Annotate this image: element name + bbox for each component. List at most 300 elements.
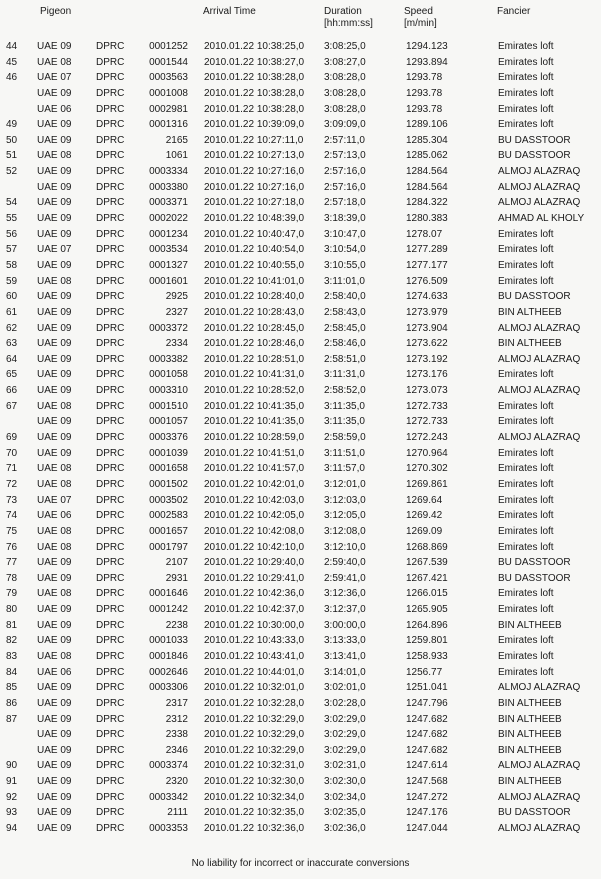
- arrival-time-cell: 2010.01.22 10:27:16,0: [204, 166, 305, 178]
- fancier-cell: Emirates loft: [498, 259, 554, 271]
- fancier-cell: ALMOJ ALAZRAQ: [498, 181, 581, 193]
- table-row: [0, 86, 601, 102]
- table-row: [0, 195, 601, 211]
- country-cell: UAE 09: [37, 322, 72, 334]
- ring-cell: DPRC: [96, 385, 125, 397]
- fancier-cell: Emirates loft: [498, 604, 554, 616]
- duration-cell: 3:11:51,0: [324, 447, 365, 459]
- ring-cell: DPRC: [96, 604, 125, 616]
- arrival-time-cell: 2010.01.22 10:41:31,0: [204, 369, 305, 381]
- ring-cell: DPRC: [96, 635, 125, 647]
- table-row: [0, 336, 601, 352]
- country-cell: UAE 09: [37, 41, 72, 52]
- fancier-cell: BIN ALTHEEB: [498, 713, 562, 725]
- speed-cell: 1284.564: [406, 166, 448, 178]
- country-cell: UAE 06: [37, 666, 72, 678]
- speed-cell: 1293.78: [406, 103, 443, 115]
- rank-cell: 79: [6, 588, 18, 600]
- table-row: [0, 586, 601, 602]
- fancier-cell: Emirates loft: [498, 447, 554, 459]
- fancier-cell: Emirates loft: [498, 41, 554, 52]
- arrival-time-cell: 2010.01.22 10:27:13,0: [204, 150, 305, 162]
- country-cell: UAE 09: [37, 119, 72, 131]
- ring-number-cell: 0003563: [149, 72, 188, 84]
- ring-cell: DPRC: [96, 306, 125, 318]
- ring-cell: DPRC: [96, 119, 125, 131]
- ring-cell: DPRC: [96, 197, 125, 209]
- table-row: [0, 383, 601, 399]
- rank-cell: 72: [6, 478, 18, 490]
- rank-cell: 86: [6, 697, 18, 709]
- country-cell: UAE 08: [37, 588, 72, 600]
- duration-cell: 2:57:18,0: [324, 197, 366, 209]
- speed-cell: 1277.289: [406, 244, 448, 256]
- duration-cell: 2:58:52,0: [324, 385, 366, 397]
- rank-cell: 81: [6, 619, 18, 631]
- duration-cell: 2:58:51,0: [324, 353, 366, 365]
- arrival-time-cell: 2010.01.22 10:42:05,0: [204, 510, 305, 522]
- duration-cell: 3:10:54,0: [324, 244, 366, 256]
- table-row: [0, 633, 601, 649]
- ring-number-cell: 0003306: [149, 682, 188, 694]
- rank-cell: 80: [6, 604, 18, 616]
- duration-cell: 3:02:29,0: [324, 744, 366, 756]
- ring-number-cell: 0001033: [149, 635, 188, 647]
- speed-cell: 1293.78: [406, 72, 443, 84]
- ring-number-cell: 2111: [167, 807, 188, 819]
- rank-cell: 87: [6, 713, 18, 725]
- table-row: [0, 461, 601, 477]
- ring-number-cell: 0003374: [149, 760, 188, 772]
- ring-number-cell: 0003382: [149, 353, 188, 365]
- fancier-cell: BIN ALTHEEB: [498, 744, 562, 756]
- fancier-cell: Emirates loft: [498, 369, 554, 381]
- speed-cell: 1247.682: [406, 713, 448, 725]
- duration-cell: 3:08:27,0: [324, 56, 366, 68]
- table-row: [0, 477, 601, 493]
- duration-cell: 3:13:33,0: [324, 635, 366, 647]
- speed-cell: 1285.062: [406, 150, 448, 162]
- fancier-cell: Emirates loft: [498, 525, 554, 537]
- ring-number-cell: 2317: [165, 697, 188, 709]
- table-row: [0, 712, 601, 728]
- speed-cell: 1289.106: [406, 119, 448, 131]
- fancier-cell: BU DASSTOOR: [498, 134, 571, 146]
- country-cell: UAE 09: [37, 353, 72, 365]
- fancier-cell: ALMOJ ALAZRAQ: [498, 823, 581, 835]
- fancier-cell: AHMAD AL KHOLY: [498, 213, 585, 225]
- speed-cell: 1278.07: [406, 228, 443, 240]
- header-arrival-time: Arrival Time: [203, 6, 256, 17]
- table-row: [0, 696, 601, 712]
- duration-cell: 2:57:16,0: [324, 166, 366, 178]
- table-row: [0, 39, 601, 55]
- speed-cell: 1267.539: [406, 557, 448, 569]
- country-cell: UAE 09: [37, 134, 72, 146]
- ring-cell: DPRC: [96, 697, 125, 709]
- arrival-time-cell: 2010.01.22 10:29:41,0: [204, 572, 305, 584]
- rank-cell: 63: [6, 338, 18, 350]
- ring-cell: DPRC: [96, 416, 125, 428]
- ring-cell: DPRC: [96, 275, 125, 287]
- fancier-cell: BIN ALTHEEB: [498, 619, 562, 631]
- fancier-cell: ALMOJ ALAZRAQ: [498, 432, 581, 444]
- speed-cell: 1276.509: [406, 275, 448, 287]
- country-cell: UAE 09: [37, 197, 72, 209]
- ring-cell: DPRC: [96, 447, 125, 459]
- duration-cell: 3:10:55,0: [324, 259, 366, 271]
- arrival-time-cell: 2010.01.22 10:40:55,0: [204, 259, 305, 271]
- arrival-time-cell: 2010.01.22 10:28:40,0: [204, 291, 305, 303]
- arrival-time-cell: 2010.01.22 10:43:33,0: [204, 635, 305, 647]
- fancier-cell: Emirates loft: [498, 478, 554, 490]
- table-row: [0, 148, 601, 164]
- ring-number-cell: 0001327: [149, 259, 188, 271]
- fancier-cell: ALMOJ ALAZRAQ: [498, 682, 581, 694]
- arrival-time-cell: 2010.01.22 10:32:31,0: [204, 760, 305, 772]
- duration-cell: 3:02:29,0: [324, 713, 366, 725]
- speed-cell: 1247.682: [406, 729, 448, 741]
- country-cell: UAE 09: [37, 729, 72, 741]
- fancier-cell: Emirates loft: [498, 244, 554, 256]
- ring-number-cell: 0001846: [149, 650, 188, 662]
- ring-number-cell: 0003376: [149, 432, 188, 444]
- speed-cell: 1269.42: [406, 510, 443, 522]
- rank-cell: 75: [6, 525, 18, 537]
- country-cell: UAE 09: [37, 807, 72, 819]
- rank-cell: 66: [6, 385, 18, 397]
- ring-cell: DPRC: [96, 791, 125, 803]
- fancier-cell: BU DASSTOOR: [498, 150, 571, 162]
- arrival-time-cell: 2010.01.22 10:41:51,0: [204, 447, 305, 459]
- fancier-cell: Emirates loft: [498, 400, 554, 412]
- ring-cell: DPRC: [96, 650, 125, 662]
- country-cell: UAE 08: [37, 650, 72, 662]
- country-cell: UAE 09: [37, 760, 72, 772]
- country-cell: UAE 09: [37, 416, 72, 428]
- fancier-cell: BU DASSTOOR: [498, 557, 571, 569]
- ring-number-cell: 2327: [165, 306, 188, 318]
- fancier-cell: Emirates loft: [498, 275, 554, 287]
- rank-cell: 46: [6, 72, 18, 84]
- country-cell: UAE 09: [37, 166, 72, 178]
- country-cell: UAE 08: [37, 478, 72, 490]
- speed-cell: 1258.933: [406, 650, 448, 662]
- ring-cell: DPRC: [96, 228, 125, 240]
- rank-cell: 78: [6, 572, 18, 584]
- speed-cell: 1272.733: [406, 400, 448, 412]
- arrival-time-cell: 2010.01.22 10:32:28,0: [204, 697, 305, 709]
- speed-cell: 1268.869: [406, 541, 448, 553]
- rank-cell: 90: [6, 760, 18, 772]
- rank-cell: 44: [6, 41, 18, 52]
- duration-cell: 3:02:36,0: [324, 823, 366, 835]
- duration-cell: 3:11:01,0: [324, 275, 365, 287]
- ring-number-cell: 0003371: [149, 197, 188, 209]
- ring-cell: DPRC: [96, 776, 125, 788]
- header-speed: Speed: [404, 6, 433, 17]
- speed-cell: 1270.302: [406, 463, 448, 475]
- arrival-time-cell: 2010.01.22 10:41:01,0: [204, 275, 305, 287]
- arrival-time-cell: 2010.01.22 10:41:57,0: [204, 463, 305, 475]
- arrival-time-cell: 2010.01.22 10:28:43,0: [204, 306, 305, 318]
- ring-number-cell: 0003334: [149, 166, 188, 178]
- ring-number-cell: 0003502: [149, 494, 188, 506]
- arrival-time-cell: 2010.01.22 10:32:34,0: [204, 791, 305, 803]
- ring-cell: DPRC: [96, 56, 125, 68]
- country-cell: UAE 09: [37, 604, 72, 616]
- table-row: [0, 305, 601, 321]
- rank-cell: 82: [6, 635, 18, 647]
- duration-cell: 3:12:37,0: [324, 604, 366, 616]
- rank-cell: 51: [6, 150, 18, 162]
- country-cell: UAE 09: [37, 682, 72, 694]
- country-cell: UAE 09: [37, 572, 72, 584]
- duration-cell: 2:58:40,0: [324, 291, 366, 303]
- rank-cell: 59: [6, 275, 18, 287]
- ring-number-cell: 2346: [165, 744, 188, 756]
- arrival-time-cell: 2010.01.22 10:38:28,0: [204, 103, 305, 115]
- ring-cell: DPRC: [96, 494, 125, 506]
- table-row: [0, 571, 601, 587]
- arrival-time-cell: 2010.01.22 10:28:51,0: [204, 353, 305, 365]
- speed-cell: 1285.304: [406, 134, 448, 146]
- ring-number-cell: 0001502: [149, 478, 188, 490]
- duration-cell: 3:12:01,0: [324, 478, 366, 490]
- duration-cell: 3:08:28,0: [324, 103, 366, 115]
- ring-cell: DPRC: [96, 353, 125, 365]
- fancier-cell: ALMOJ ALAZRAQ: [498, 353, 581, 365]
- arrival-time-cell: 2010.01.22 10:32:29,0: [204, 729, 305, 741]
- ring-cell: DPRC: [96, 244, 125, 256]
- ring-cell: DPRC: [96, 588, 125, 600]
- country-cell: UAE 09: [37, 213, 72, 225]
- ring-number-cell: 0001657: [149, 525, 188, 537]
- country-cell: UAE 09: [37, 776, 72, 788]
- speed-cell: 1273.073: [406, 385, 448, 397]
- speed-cell: 1265.905: [406, 604, 448, 616]
- fancier-cell: ALMOJ ALAZRAQ: [498, 791, 581, 803]
- duration-cell: 2:59:40,0: [324, 557, 366, 569]
- country-cell: UAE 09: [37, 557, 72, 569]
- arrival-time-cell: 2010.01.22 10:32:01,0: [204, 682, 305, 694]
- arrival-time-cell: 2010.01.22 10:29:40,0: [204, 557, 305, 569]
- rank-cell: 65: [6, 369, 18, 381]
- country-cell: UAE 09: [37, 791, 72, 803]
- fancier-cell: ALMOJ ALAZRAQ: [498, 760, 581, 772]
- speed-cell: 1293.894: [406, 56, 448, 68]
- fancier-cell: Emirates loft: [498, 541, 554, 553]
- ring-number-cell: 0001234: [149, 228, 188, 240]
- duration-cell: 3:02:35,0: [324, 807, 366, 819]
- ring-number-cell: 0003353: [149, 823, 188, 835]
- fancier-cell: Emirates loft: [498, 635, 554, 647]
- speed-cell: 1264.896: [406, 619, 448, 631]
- speed-cell: 1247.272: [406, 791, 448, 803]
- speed-cell: 1284.322: [406, 197, 448, 209]
- ring-number-cell: 0002022: [149, 213, 188, 225]
- ring-number-cell: 0001646: [149, 588, 188, 600]
- ring-cell: DPRC: [96, 41, 125, 52]
- ring-number-cell: 2334: [165, 338, 188, 350]
- ring-cell: DPRC: [96, 432, 125, 444]
- ring-cell: DPRC: [96, 338, 125, 350]
- fancier-cell: Emirates loft: [498, 494, 554, 506]
- arrival-time-cell: 2010.01.22 10:48:39,0: [204, 213, 305, 225]
- country-cell: UAE 09: [37, 228, 72, 240]
- speed-cell: 1247.796: [406, 697, 448, 709]
- rank-cell: 61: [6, 306, 18, 318]
- country-cell: UAE 08: [37, 400, 72, 412]
- rank-cell: 52: [6, 166, 18, 178]
- ring-cell: DPRC: [96, 181, 125, 193]
- speed-cell: 1247.044: [406, 823, 448, 835]
- ring-cell: DPRC: [96, 478, 125, 490]
- table-row: [0, 540, 601, 556]
- country-cell: UAE 08: [37, 150, 72, 162]
- ring-cell: DPRC: [96, 525, 125, 537]
- arrival-time-cell: 2010.01.22 10:32:30,0: [204, 776, 305, 788]
- arrival-time-cell: 2010.01.22 10:27:16,0: [204, 181, 305, 193]
- duration-cell: 3:11:35,0: [324, 416, 365, 428]
- country-cell: UAE 09: [37, 369, 72, 381]
- ring-number-cell: 0001058: [149, 369, 188, 381]
- ring-number-cell: 0001510: [149, 400, 188, 412]
- country-cell: UAE 09: [37, 635, 72, 647]
- duration-cell: 3:12:10,0: [324, 541, 366, 553]
- country-cell: UAE 09: [37, 385, 72, 397]
- table-row: [0, 274, 601, 290]
- fancier-cell: ALMOJ ALAZRAQ: [498, 197, 581, 209]
- ring-cell: DPRC: [96, 400, 125, 412]
- speed-cell: 1273.904: [406, 322, 448, 334]
- speed-cell: 1269.09: [406, 525, 443, 537]
- fancier-cell: Emirates loft: [498, 87, 554, 99]
- arrival-time-cell: 2010.01.22 10:32:29,0: [204, 713, 305, 725]
- arrival-time-cell: 2010.01.22 10:27:11,0: [204, 134, 304, 146]
- arrival-time-cell: 2010.01.22 10:32:29,0: [204, 744, 305, 756]
- country-cell: UAE 08: [37, 463, 72, 475]
- arrival-time-cell: 2010.01.22 10:42:03,0: [204, 494, 305, 506]
- ring-cell: DPRC: [96, 713, 125, 725]
- rank-cell: 70: [6, 447, 18, 459]
- speed-cell: 1273.192: [406, 353, 448, 365]
- country-cell: UAE 09: [37, 306, 72, 318]
- duration-cell: 3:13:41,0: [324, 650, 366, 662]
- country-cell: UAE 09: [37, 744, 72, 756]
- ring-cell: DPRC: [96, 666, 125, 678]
- table-row: [0, 258, 601, 274]
- speed-cell: 1272.733: [406, 416, 448, 428]
- country-cell: UAE 09: [37, 181, 72, 193]
- country-cell: UAE 09: [37, 823, 72, 835]
- speed-cell: 1270.964: [406, 447, 448, 459]
- speed-cell: 1272.243: [406, 432, 448, 444]
- duration-cell: 2:58:46,0: [324, 338, 366, 350]
- country-cell: UAE 08: [37, 56, 72, 68]
- country-cell: UAE 07: [37, 244, 72, 256]
- speed-cell: 1269.861: [406, 478, 448, 490]
- table-row: [0, 618, 601, 634]
- ring-number-cell: 0003372: [149, 322, 188, 334]
- fancier-cell: Emirates loft: [498, 510, 554, 522]
- country-cell: UAE 08: [37, 275, 72, 287]
- duration-cell: 2:58:43,0: [324, 306, 366, 318]
- ring-number-cell: 0003534: [149, 244, 188, 256]
- ring-number-cell: 2165: [165, 134, 188, 146]
- table-row: [0, 524, 601, 540]
- duration-cell: 3:09:09,0: [324, 119, 366, 131]
- rank-cell: 83: [6, 650, 18, 662]
- duration-cell: 3:08:28,0: [324, 72, 366, 84]
- table-row: [0, 774, 601, 790]
- ring-number-cell: 2925: [165, 291, 188, 303]
- rank-cell: 77: [6, 557, 18, 569]
- arrival-time-cell: 2010.01.22 10:39:09,0: [204, 119, 305, 131]
- ring-cell: DPRC: [96, 134, 125, 146]
- ring-cell: DPRC: [96, 510, 125, 522]
- fancier-cell: Emirates loft: [498, 588, 554, 600]
- speed-cell: 1277.177: [406, 259, 448, 271]
- ring-number-cell: 0002981: [149, 103, 188, 115]
- duration-cell: 3:02:01,0: [324, 682, 366, 694]
- speed-cell: 1294.123: [406, 41, 448, 52]
- ring-number-cell: 2338: [165, 729, 188, 741]
- duration-cell: 3:08:28,0: [324, 87, 366, 99]
- rank-cell: 64: [6, 353, 18, 365]
- duration-cell: 3:02:30,0: [324, 776, 366, 788]
- country-cell: UAE 08: [37, 525, 72, 537]
- speed-cell: 1247.176: [406, 807, 448, 819]
- table-row: [0, 70, 601, 86]
- speed-cell: 1280.383: [406, 213, 448, 225]
- arrival-time-cell: 2010.01.22 10:30:00,0: [204, 619, 305, 631]
- rank-cell: 85: [6, 682, 18, 694]
- ring-number-cell: 0003380: [149, 181, 188, 193]
- table-header: [0, 4, 601, 36]
- table-row: [0, 367, 601, 383]
- disclaimer: No liability for incorrect or inaccurate conversions: [191, 858, 410, 869]
- fancier-cell: ALMOJ ALAZRAQ: [498, 166, 581, 178]
- country-cell: UAE 09: [37, 697, 72, 709]
- ring-number-cell: 2107: [165, 557, 188, 569]
- ring-cell: DPRC: [96, 463, 125, 475]
- arrival-time-cell: 2010.01.22 10:41:35,0: [204, 416, 305, 428]
- ring-number-cell: 0001008: [149, 87, 188, 99]
- fancier-cell: ALMOJ ALAZRAQ: [498, 385, 581, 397]
- rank-cell: 54: [6, 197, 18, 209]
- arrival-time-cell: 2010.01.22 10:43:41,0: [204, 650, 305, 662]
- country-cell: UAE 09: [37, 447, 72, 459]
- fancier-cell: BU DASSTOOR: [498, 291, 571, 303]
- ring-cell: DPRC: [96, 807, 125, 819]
- rank-cell: 45: [6, 56, 18, 68]
- ring-cell: DPRC: [96, 87, 125, 99]
- fancier-cell: BIN ALTHEEB: [498, 776, 562, 788]
- header-duration: Duration: [324, 6, 362, 17]
- country-cell: UAE 09: [37, 713, 72, 725]
- table-row: [0, 680, 601, 696]
- country-cell: UAE 09: [37, 291, 72, 303]
- fancier-cell: Emirates loft: [498, 463, 554, 475]
- speed-cell: 1251.041: [406, 682, 448, 694]
- fancier-cell: Emirates loft: [498, 666, 554, 678]
- country-cell: UAE 08: [37, 541, 72, 553]
- fancier-cell: Emirates loft: [498, 119, 554, 131]
- rank-cell: 49: [6, 119, 18, 131]
- ring-cell: DPRC: [96, 744, 125, 756]
- arrival-time-cell: 2010.01.22 10:28:46,0: [204, 338, 305, 350]
